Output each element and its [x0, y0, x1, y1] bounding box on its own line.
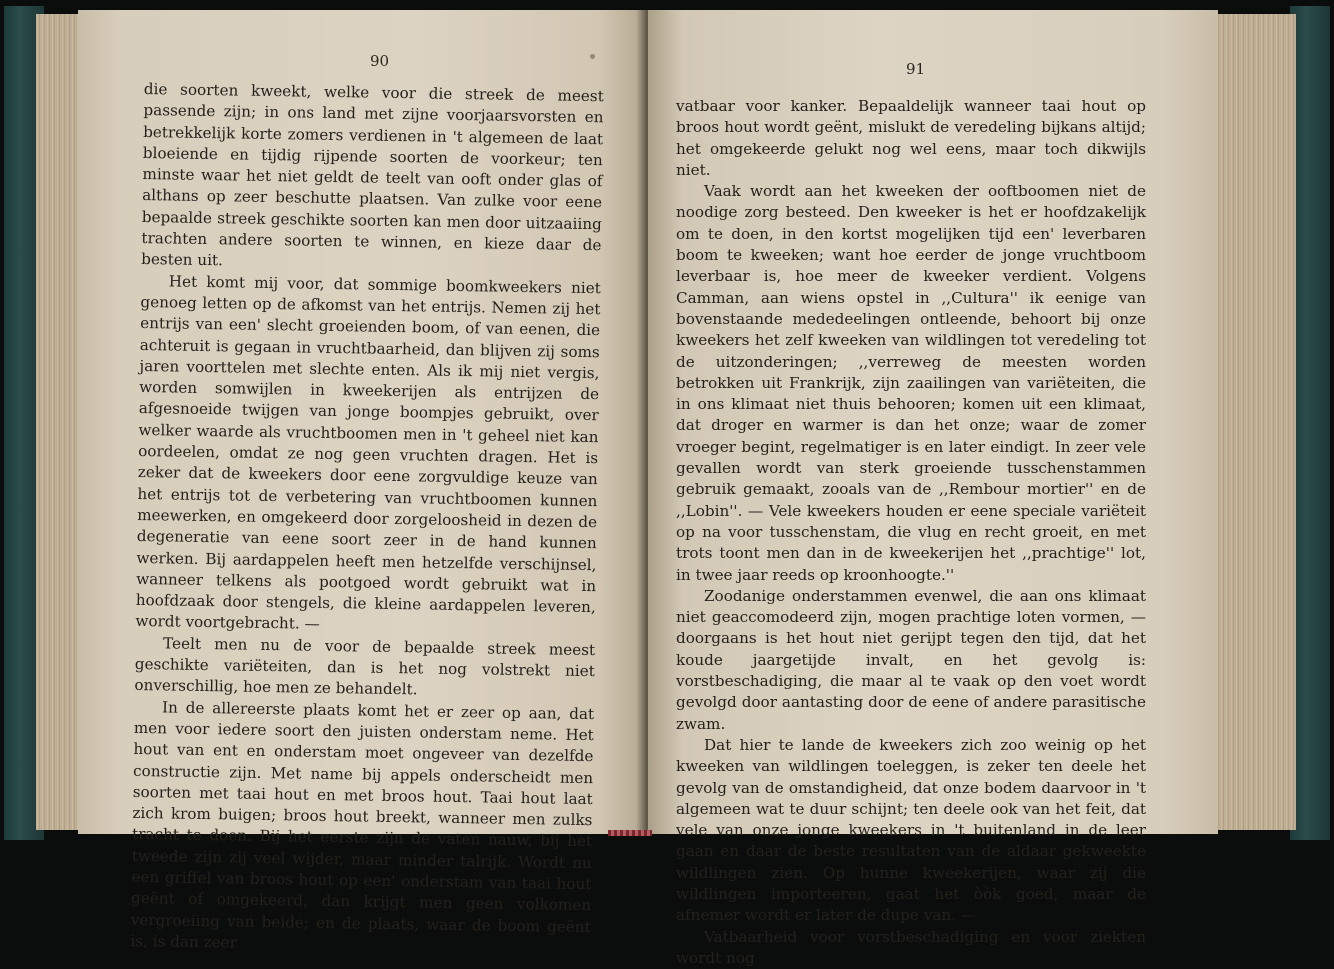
paragraph: Vaak wordt aan het kweeken der ooftboomen niet de noodige zorg besteed. Den kweeker is het er hoofdzakelijk om te doen, in den kortst mogelijken tijd een' leverbaren boom te kweeken; want hoe eerder de jonge vruchtboom leverbaar is, hoe meer de kweeker verdient. Volgens Camman, aan wiens opstel in ,,Cultura'' ik eenige van bovenstaande mededeelingen ontleende, behoort bij onze kweekers het zelf kweeken van wildlingen tot veredeling tot de uitzonderingen; ,,verreweg de meesten worden betrokken uit Frankrijk, zijn zaailingen van variëteiten, die in ons klimaat niet thuis behooren; komen uit een klimaat, dat droger en warmer is dan het onze; waar de zomer vroeger begint, regelmatiger is en later eindigt. In zeer vele gevallen wordt van sterk groeiende tusschenstammen gebruik gemaakt, zooals van de ,,Rembour mortier'' en de ,,Lobin''. — Vele kweekers houden er eene speciale variëteit op na voor tusschenstam, die vlug en recht groeit, en met trots toont men dan in de kweekerijen het ,,prachtige'' lot, in twee jaar reeds op kroonhoogte.''	[676, 182, 1146, 584]
page-number: 90	[370, 52, 390, 70]
paragraph: vatbaar voor kanker. Bepaaldelijk wanneer taai hout op broos hout wordt geënt, mislukt de veredeling bijkans altijd; het omgekeerde gelukt nog wel eens, maar toch dikwijls niet.	[676, 97, 1146, 179]
paragraph: In de allereerste plaats komt het er zeer op aan, dat men voor iedere soort den juisten onderstam neme. Het hout van ent en onderstam moet ongeveer van dezelfde constructie zijn. Met name bij appels onderscheidt men soorten met taai hout en met broos hout. Taai hout laat zich krom buigen; broos hout breekt, wanneer men zulks tracht te doen. Bij het eerste zijn de vaten nauw, bij het tweede zijn zij veel wijder, maar minder talrijk. Wordt nu een griffel van broos hout op een' onderstam van taai hout geënt of omgekeerd, dan krijgt men geen volkomen vergroeiing van beide; en de plaats, waar de boom geënt is, is dan zeer	[130, 697, 595, 952]
page-body	[676, 96, 1146, 969]
paragraph: die soorten kweekt, welke voor die streek de meest passende zijn; in ons land met zijne voorjaarsvorsten en betrekkelijk korte zomers verdienen in 't algemeen de laat bloeiende en tijdig rijpende soorten de voorkeur; ten minste waar het niet geldt de teelt van ooft onder glas of althans op zeer beschutte plaatsen. Van zulke voor eene bepaalde streek geschikte soorten kan men door uitzaaiing trachten andere soorten te winnen, en kieze daar de besten uit.	[141, 79, 604, 270]
paragraph: Zoodanige onderstammen evenwel, die aan ons klimaat niet geaccomodeerd zijn, mogen prachtige loten vormen, — doorgaans is het hout niet gerijpt tegen den tijd, dat het koude jaargetijde invalt, en het gevolg is: vorstbeschadiging, die maar al te vaak op den voet wordt gevolgd door aantasting door de eene of andere parasitische zwam.	[676, 586, 1146, 733]
right-page	[648, 10, 1218, 967]
left-page	[78, 10, 644, 952]
paragraph: Het komt mij voor, dat sommige boomkweekers niet genoeg letten op de afkomst van het entrijs. Nemen zij het entrijs van een' slecht groeienden boom, of van eenen, die achteruit is gegaan in vruchtbaarheid, dan blijven zij soms jaren voorttelen met slechte enten. Als ik mij niet vergis, worden somwijlen in kweekerijen als entrijzen de afgesnoeide twijgen van jonge boompjes gebruikt, over welker waarde als vruchtboomen men in 't geheel niet kan oordeelen, omdat ze nog geen vruchten dragen. Het is zeker dat de kweekers door eene zorgvuldige keuze van het entrijs tot de verbetering van vruchtboomen kunnen meewerken, en omgekeerd door zorgeloosheid in dezen de degeneratie van eene soort zeer in de hand kunnen werken. Bij aardappelen heeft men hetzelfde verschijnsel, wanneer telkens als pootgoed wordt gebruikt wat in hoofdzaak door stengels, die kleine aardappelen leveren, wordt voortgebracht. —	[135, 272, 601, 634]
ink-spot	[590, 54, 595, 59]
page-body	[130, 79, 604, 959]
page-edges-right	[1210, 14, 1296, 830]
paragraph: Vatbaarheid voor vorstbeschadiging en voor ziekten wordt nog	[676, 927, 1146, 967]
page-number: 91	[906, 60, 926, 78]
headband-mark	[608, 830, 652, 836]
book-cover-right	[1290, 6, 1330, 840]
paragraph: Teelt men nu de voor de bepaalde streek meest geschikte variëteiten, dan is het nog volstrekt niet onverschillig, hoe men ze behandelt.	[134, 634, 596, 699]
paragraph: Dat hier te lande de kweekers zich zoo weinig op het kweeken van wildlingen toeleggen, is zeker ten deele het gevolg van de omstandigheid, dat onze bodem daarvoor in 't algemeen wat te duur schijnt; ten deele ook van het feit, dat vele van onze jonge kweekers in 't buitenland in de leer gaan en daar de beste resultaten van de aldaar gekweekte wildlingen zien. Op hunne kweekerijen, waar zij die wildlingen importeeren, gaat het òòk goed, maar de afnemer wordt er later de dupe van. —	[676, 735, 1146, 925]
